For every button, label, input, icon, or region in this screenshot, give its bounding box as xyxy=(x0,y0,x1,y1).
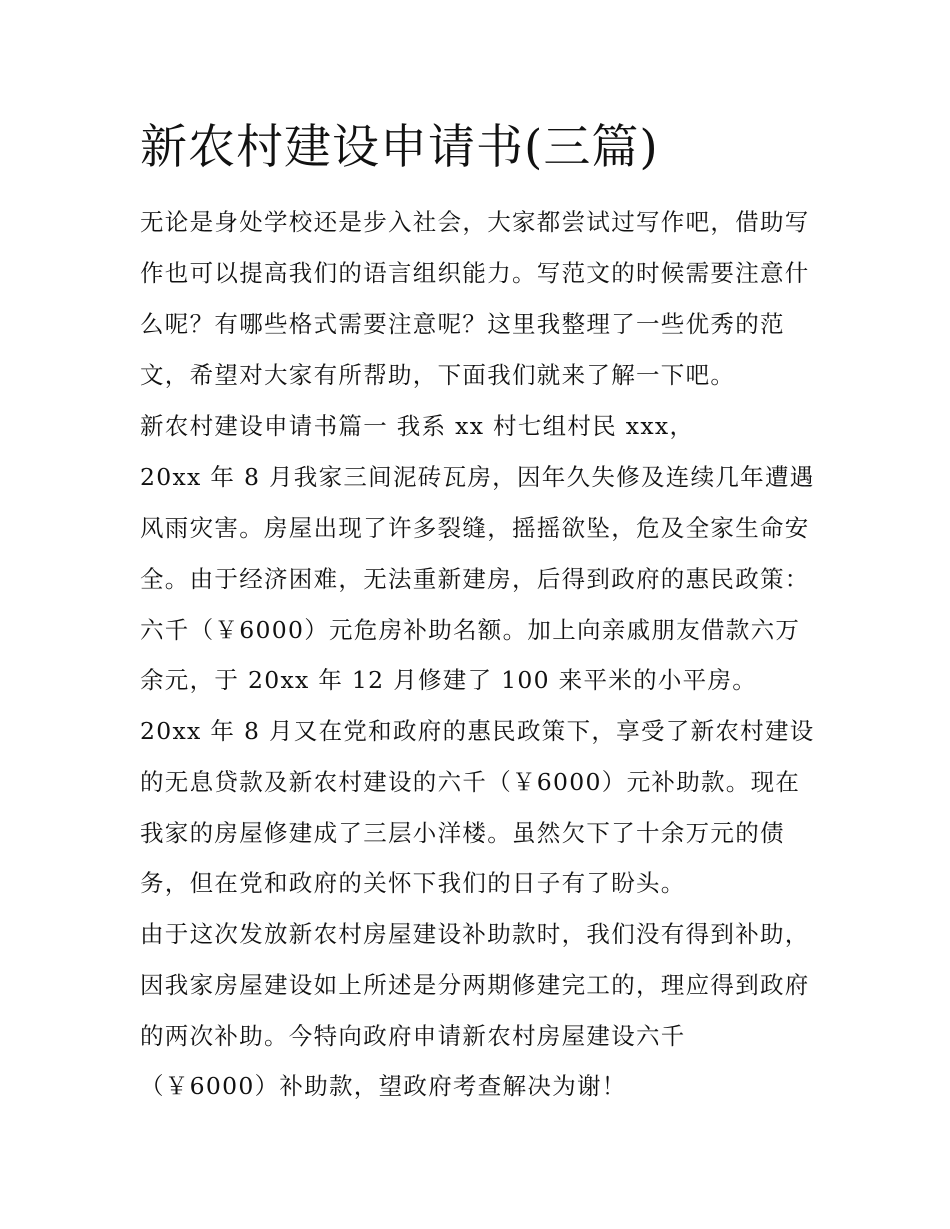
body-line: 务，但在党和政府的关怀下我们的日子有了盼头。 xyxy=(140,869,686,897)
body-line: 六千（￥6000）元危房补助名额。加上向亲戚朋友借款六万 xyxy=(140,616,801,644)
body-line: 全。由于经济困难，无法重新建房，后得到政府的惠民政策： xyxy=(140,565,810,593)
body-line: 风雨灾害。房屋出现了许多裂缝，摇摇欲坠，危及全家生命安 xyxy=(140,514,810,542)
body-line: 因我家房屋建设如上所述是分两期修建完工的，理应得到政府 xyxy=(140,971,810,999)
body-line: 余元，于 20xx 年 12 月修建了 100 来平米的小平房。 xyxy=(140,666,758,694)
body-line: 新农村建设申请书篇一 我系 xx 村七组村民 xxx， xyxy=(140,412,695,440)
body-line: 20xx 年 8 月我家三间泥砖瓦房，因年久失修及连续几年遭遇 xyxy=(140,463,815,491)
body-line: 作也可以提高我们的语言组织能力。写范文的时候需要注意什 xyxy=(140,259,810,287)
document-title: 新农村建设申请书(三篇) xyxy=(140,120,659,175)
body-line: 无论是身处学校还是步入社会，大家都尝试过写作吧，借助写 xyxy=(140,208,810,236)
body-line: 文，希望对大家有所帮助，下面我们就来了解一下吧。 xyxy=(140,361,736,389)
body-line: 的两次补助。今特向政府申请新农村房屋建设六千 xyxy=(140,1022,686,1050)
body-line: （￥6000）补助款，望政府考查解决为谢！ xyxy=(140,1072,627,1100)
body-line: 由于这次发放新农村房屋建设补助款时，我们没有得到补助， xyxy=(140,920,810,948)
body-line: 20xx 年 8 月又在党和政府的惠民政策下，享受了新农村建设 xyxy=(140,717,815,745)
body-line: 我家的房屋修建成了三层小洋楼。虽然欠下了十余万元的债 xyxy=(140,819,785,847)
body-line: 么呢？有哪些格式需要注意呢？这里我整理了一些优秀的范 xyxy=(140,310,785,338)
body-line: 的无息贷款及新农村建设的六千（￥6000）元补助款。现在 xyxy=(140,768,801,796)
